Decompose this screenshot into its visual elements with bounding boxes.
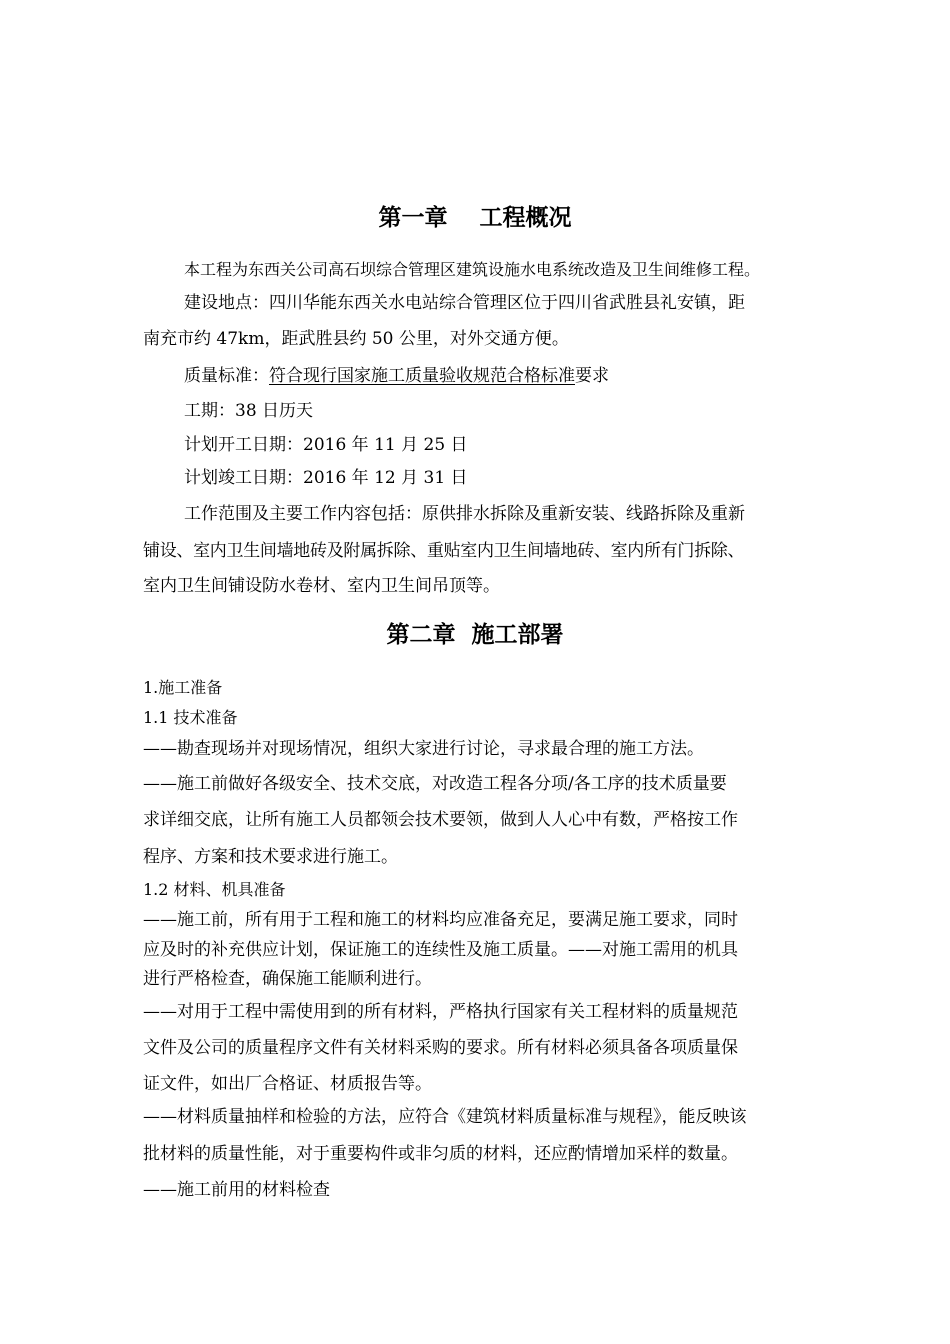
- materials-paragraph-1-line-2: 应及时的补充供应计划，保证施工的连续性及施工质量。——对施工需用的机具: [143, 940, 738, 960]
- scope-line-1: 工作范围及主要工作内容包括：原供排水拆除及重新安装、线路拆除及重新: [184, 504, 745, 524]
- chapter2-title: 第二章 施工部署: [386, 621, 564, 648]
- scope-line-2: 铺设、室内卫生间墙地砖及附属拆除、重贴室内卫生间墙地砖、室内所有门拆除、: [143, 541, 745, 561]
- scope-line-3: 室内卫生间铺设防水卷材、室内卫生间吊顶等。: [143, 576, 500, 596]
- materials-paragraph-2-line-3: 证文件，如出厂合格证、材质报告等。: [143, 1074, 432, 1094]
- tech-paragraph-2-line-3: 程序、方案和技术要求进行施工。: [143, 847, 398, 867]
- quality-standard: [184, 364, 808, 388]
- section-1-2-heading: 1.2 材料、机具准备: [143, 880, 286, 899]
- quality-suffix: 要求: [575, 366, 609, 386]
- quality-standard-text: 符合现行国家施工质量验收规范合格标准: [269, 366, 575, 386]
- section-1-heading: 1.施工准备: [143, 678, 223, 697]
- materials-paragraph-4: ——施工前用的材料检查: [143, 1180, 330, 1200]
- materials-paragraph-3-line-1: ——材料质量抽样和检验的方法，应符合《建筑材料质量标准与规程》，能反映该: [143, 1107, 747, 1127]
- location-line-2: 南充市约 47km，距武胜县约 50 公里，对外交通方便。: [143, 329, 569, 349]
- materials-paragraph-3-line-2: 批材料的质量性能，对于重要构件或非匀质的材料，还应酌情增加采样的数量。: [143, 1144, 738, 1164]
- quality-label: 质量标准：: [184, 366, 269, 386]
- intro-paragraph: 本工程为东西关公司高石坝综合管理区建筑设施水电系统改造及卫生间维修工程。: [184, 260, 761, 279]
- section-1-1-heading: 1.1 技术准备: [143, 708, 238, 727]
- materials-paragraph-2-line-2: 文件及公司的质量程序文件有关材料采购的要求。所有材料必须具备各项质量保: [143, 1038, 738, 1058]
- start-date: 计划开工日期：2016 年 11 月 25 日: [184, 435, 468, 455]
- tech-paragraph-2-line-2: 求详细交底，让所有施工人员都领会技术要领，做到人人心中有数，严格按工作: [143, 810, 738, 830]
- chapter1-title: 第一章 工程概况: [378, 204, 572, 231]
- end-date: 计划竣工日期：2016 年 12 月 31 日: [184, 468, 468, 488]
- materials-paragraph-1-line-3: 进行严格检查，确保施工能顺利进行。: [143, 969, 432, 989]
- tech-paragraph-2-line-1: ——施工前做好各级安全、技术交底，对改造工程各分项/各工序的技术质量要: [143, 774, 727, 794]
- duration: 工期：38 日历天: [184, 401, 314, 421]
- tech-paragraph-1: ——勘查现场并对现场情况，组织大家进行讨论，寻求最合理的施工方法。: [143, 739, 704, 759]
- materials-paragraph-2-line-1: ——对用于工程中需使用到的所有材料，严格执行国家有关工程材料的质量规范: [143, 1002, 738, 1022]
- materials-paragraph-1-line-1: ——施工前，所有用于工程和施工的材料均应准备充足，要满足施工要求，同时: [143, 910, 738, 930]
- location-line-1: 建设地点：四川华能东西关水电站综合管理区位于四川省武胜县礼安镇，距: [184, 293, 745, 313]
